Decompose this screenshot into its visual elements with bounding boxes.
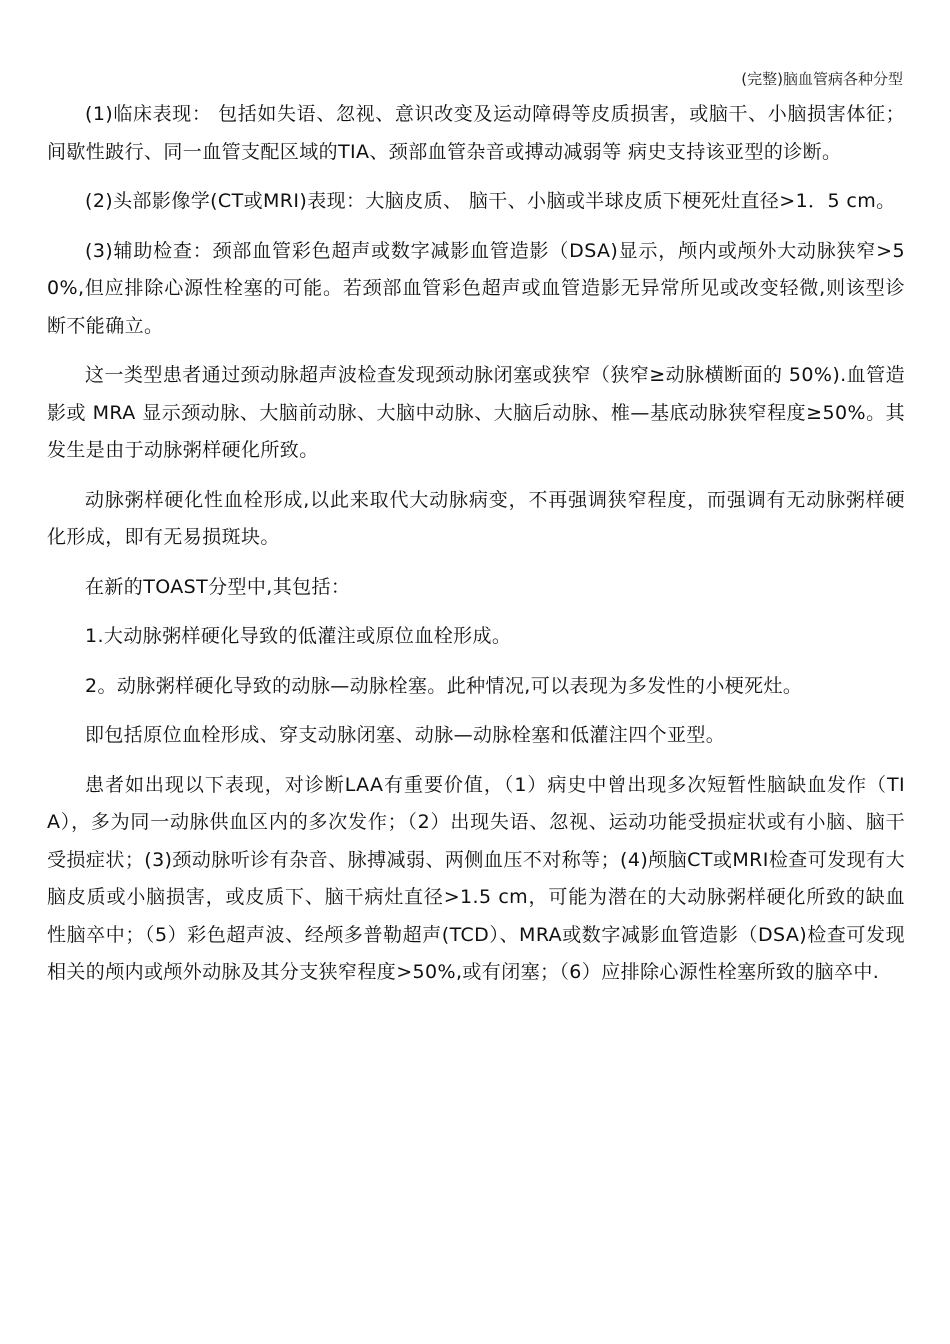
paragraph-carotid-ultrasound: 这一类型患者通过颈动脉超声波检查发现颈动脉闭塞或狭窄（狭窄≥动脉横断面的 50%).血管造影或 MRA 显示颈动脉、大脑前动脉、大脑中动脉、大脑后动脉、椎—基底动脉狭窄程度≥50%。其发生是由于动脉粥样硬化所致。 [47, 364, 905, 461]
paragraph-clinical-manifestation: (1)临床表现： 包括如失语、忽视、意识改变及运动障碍等皮质损害，或脑干、小脑损害体征； 间歇性跛行、同一血管支配区域的TIA、颈部血管杂音或搏动减弱等 病史支持该亚型的诊断。 [47, 103, 905, 163]
running-header: (完整)脑血管病各种分型 [741, 70, 903, 88]
paragraph-new-toast: 在新的TOAST分型中,其包括： [85, 575, 351, 598]
list-item-2: 2。动脉粥样硬化导致的动脉—动脉栓塞。此种情况,可以表现为多发性的小梗死灶。 [85, 674, 803, 697]
body-text [47, 96, 905, 992]
paragraph-atherosclerotic-thrombosis: 动脉粥样硬化性血栓形成,以此来取代大动脉病变，不再强调狭窄程度，而强调有无动脉粥样硬化形成，即有无易损斑块。 [47, 488, 905, 548]
paragraph-auxiliary-exam: (3)辅助检查：颈部血管彩色超声或数字减影血管造影（DSA)显示，颅内或颅外大动脉狭窄>50%,但应排除心源性栓塞的可能。若颈部血管彩色超声或血管造影无异常所见或改变轻微,则该型诊断不能确立。 [47, 239, 905, 337]
paragraph-laa-diagnosis: 患者如出现以下表现，对诊断LAA有重要价值，（1）病史中曾出现多次短暂性脑缺血发作（TIA），多为同一动脉供血区内的多次发作；（2）出现失语、忽视、运动功能受损症状或有小脑、脑干受损症状；(3)颈动脉听诊有杂音、脉搏减弱、两侧血压不对称等；(4)颅脑CT或MRI检查可发现有大脑皮质或小脑损害，或皮质下、脑干病灶直径>1.5 cm，可能为潜在的大动脉粥样硬化所致的缺血性脑卒中；（5）彩色超声波、经颅多普勒超声(TCD）、MRA或数字减影血管造影（DSA)检查可发现相关的颅内或颅外动脉及其分支狭窄程度>50%,或有闭塞；（6）应排除心源性栓塞所致的脑卒中. [47, 773, 905, 983]
paragraph-head-imaging: (2)头部影像学(CT或MRI)表现：大脑皮质、 脑干、小脑或半球皮质下梗死灶直径>1．5 cm。 [85, 190, 896, 212]
paragraph-four-subtypes: 即包括原位血栓形成、穿支动脉闭塞、动脉—动脉栓塞和低灌注四个亚型。 [85, 724, 726, 746]
list-item-1: 1.大动脉粥样硬化导致的低灌注或原位血栓形成。 [85, 625, 512, 647]
